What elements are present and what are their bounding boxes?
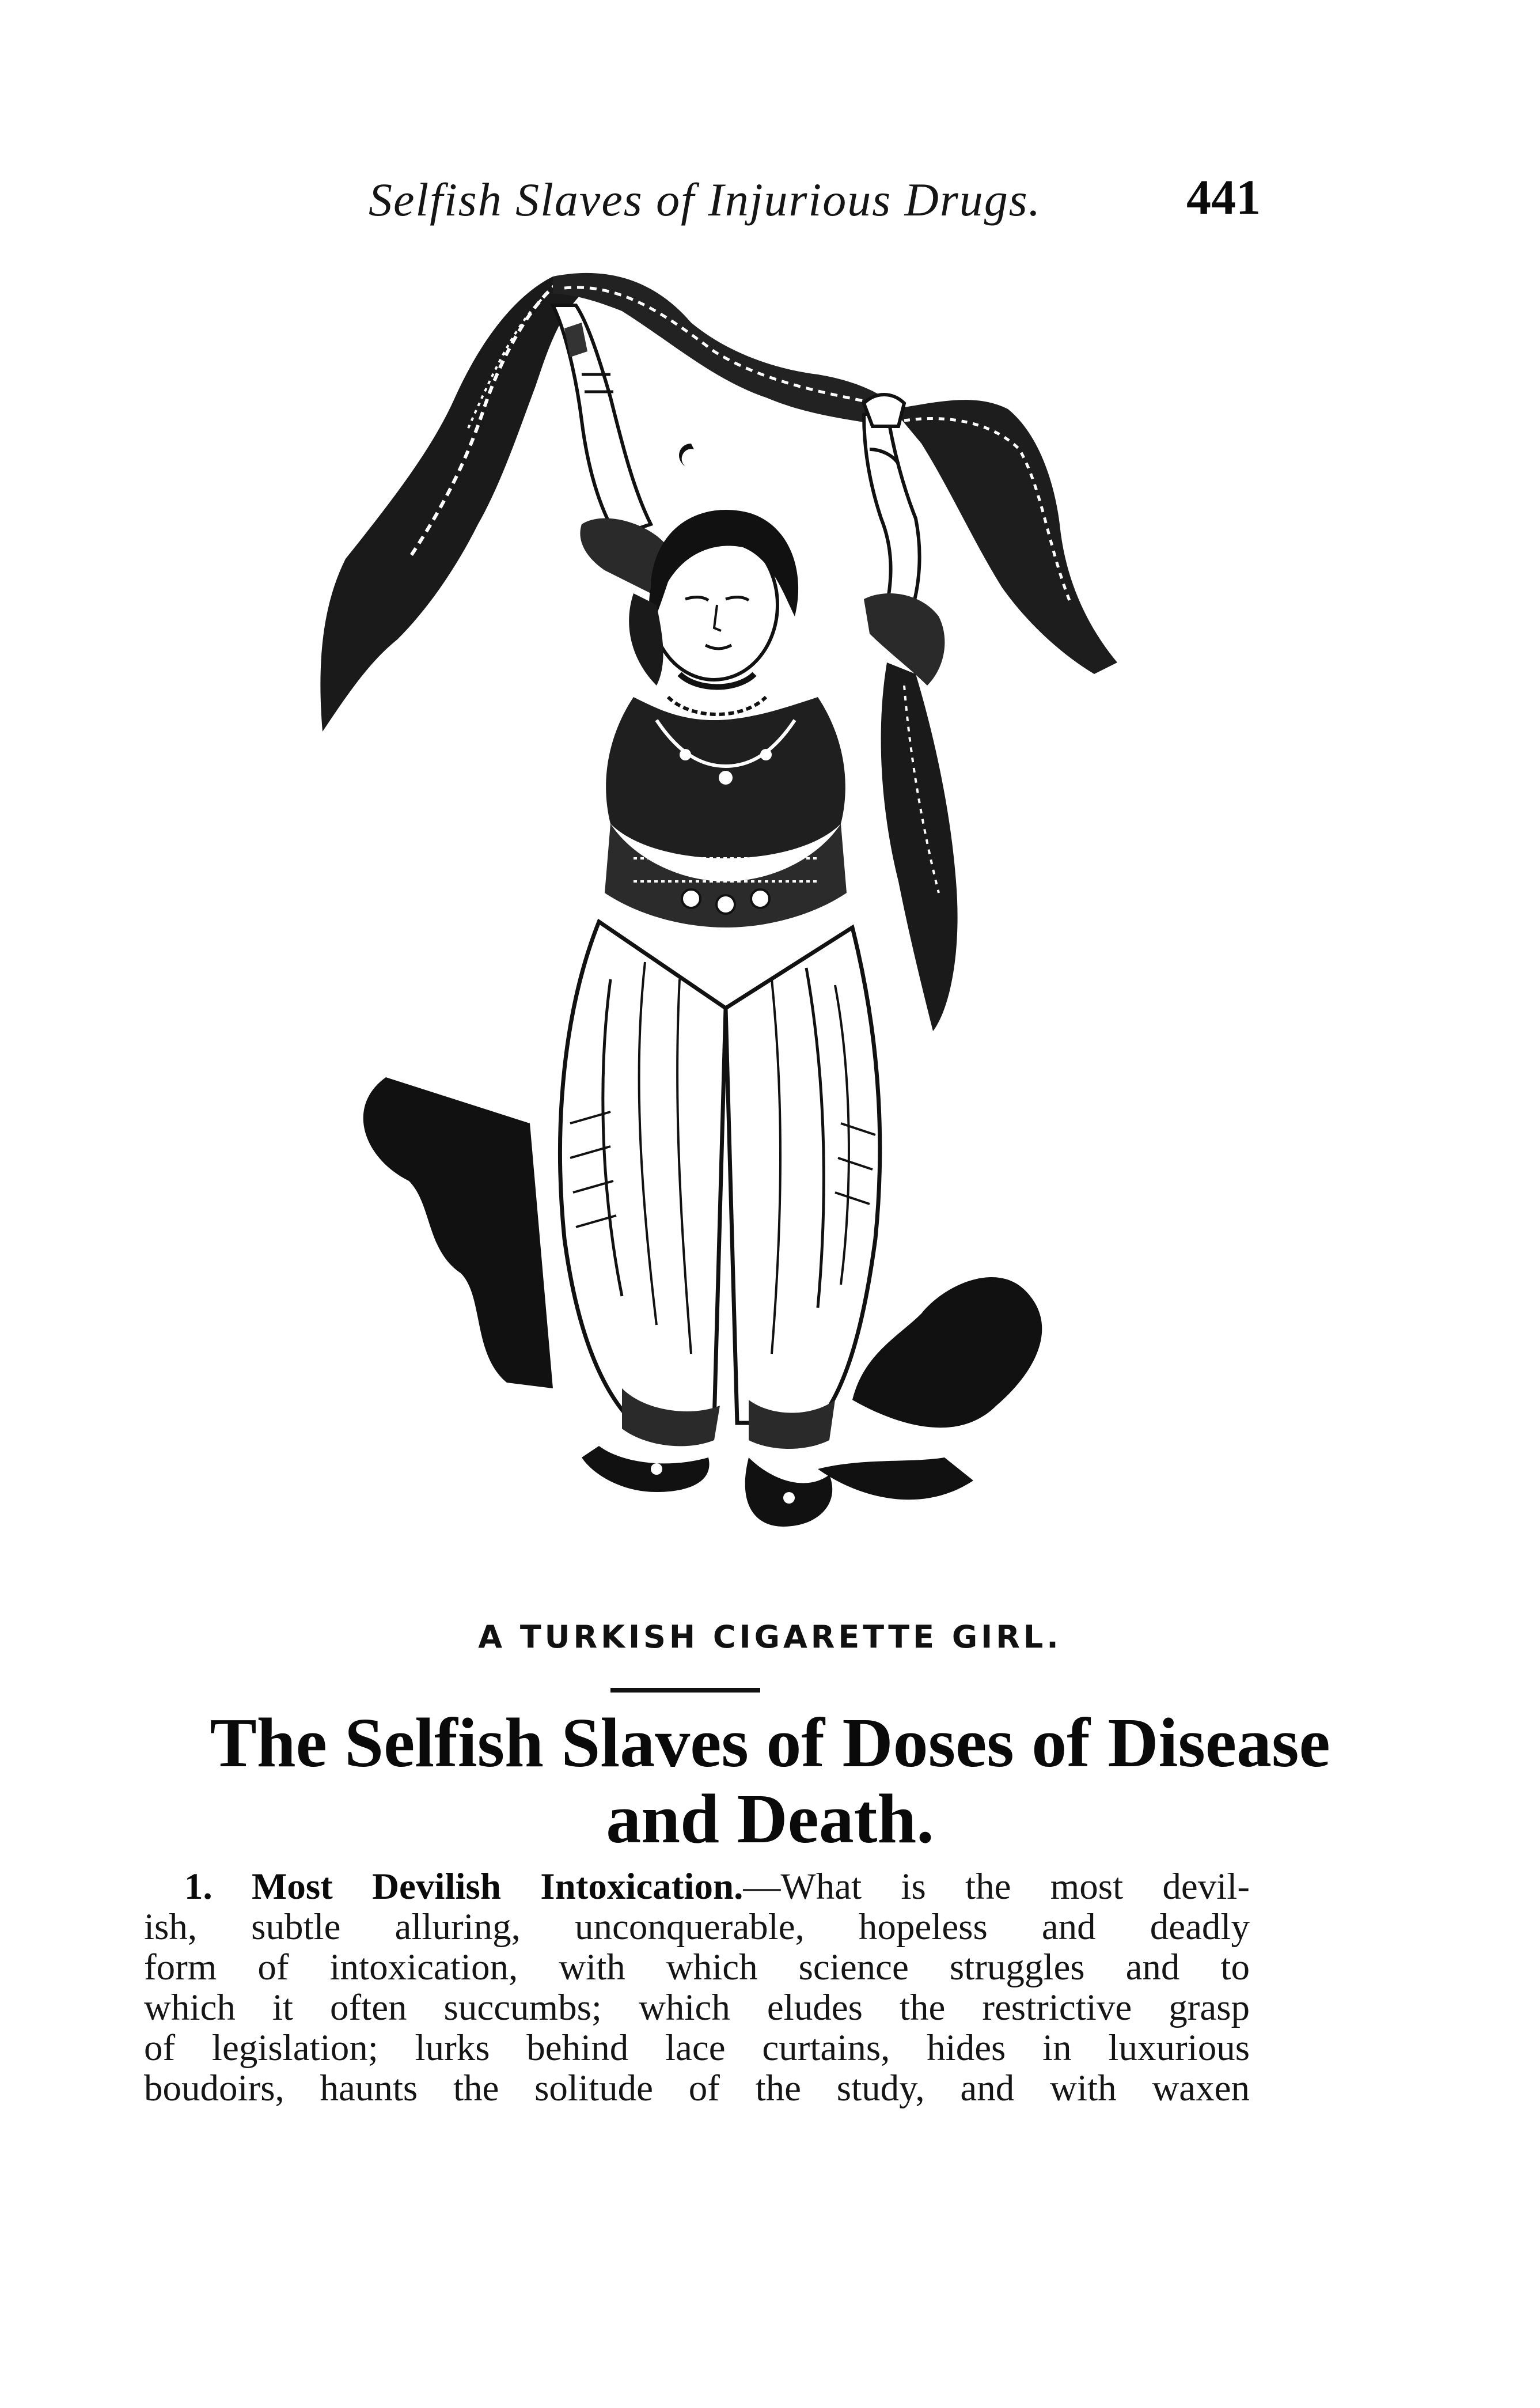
paragraph-line-1-text: —What is the most devil- — [743, 1866, 1250, 1907]
paragraph-line-2: ish, subtle alluring, unconquerable, hopeless and deadly — [144, 1906, 1250, 1948]
section-paragraph — [144, 1866, 1250, 2108]
caption-divider — [610, 1688, 760, 1693]
chapter-title-line-2: and Death. — [606, 1780, 934, 1858]
paragraph-line-5: of legislation; lurks behind lace curtains, hides in luxurious — [144, 2027, 1250, 2069]
section-number: 1. — [184, 1866, 213, 1907]
paragraph-line-4: which it often succumbs; which eludes the restrictive grasp — [144, 1987, 1250, 2028]
page-number: 441 — [1186, 169, 1261, 225]
cigarette-girl-engraving-icon — [311, 259, 1140, 1607]
running-head-title: Selfish Slaves of Injurious Drugs. — [369, 173, 1042, 226]
paragraph-line-3: form of intoxication, with which science struggles and to — [144, 1947, 1250, 1988]
paragraph-line-6: boudoirs, haunts the solitude of the study, and with waxen — [144, 2068, 1250, 2109]
chapter-title-line-1: The Selfish Slaves of Doses of Disease — [210, 1704, 1330, 1782]
chapter-title — [115, 1705, 1425, 1857]
illustration-caption: A TURKISH CIGARETTE GIRL. — [478, 1619, 1062, 1655]
section-heading: Most Devilish Intoxication. — [252, 1866, 744, 1907]
paragraph-line-1 — [144, 1866, 1250, 1907]
cigarette-girl-illustration — [311, 259, 1140, 1607]
running-head — [0, 169, 1540, 236]
